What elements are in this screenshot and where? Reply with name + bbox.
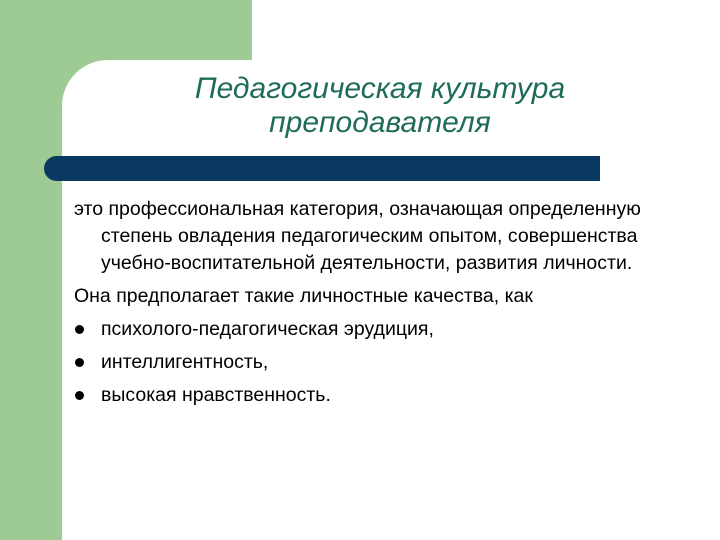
- list-item: [74, 382, 674, 409]
- definition-text: это профессиональная категория, означающая определенную степень овладения педагогическим опытом, совершенства учебно-воспитательной деятельности, развития личности.: [74, 198, 641, 274]
- list-item: [74, 316, 674, 343]
- slide-title: [110, 72, 650, 140]
- list-item-text: интеллигентность,: [101, 351, 269, 373]
- qualities-list: [74, 316, 674, 409]
- slide-body: [74, 196, 674, 415]
- title-divider-bar: [44, 156, 600, 181]
- bullet-icon: [75, 358, 84, 367]
- bullet-icon: [75, 325, 84, 334]
- title-line-1: Педагогическая культура: [194, 72, 566, 105]
- bullet-icon: [75, 391, 84, 400]
- list-item: [74, 349, 674, 376]
- list-item-text: высокая нравственность.: [101, 384, 331, 406]
- title-line-2: преподавателя: [269, 106, 491, 139]
- list-item-text: психолого-педагогическая эрудиция,: [101, 318, 434, 340]
- intro-text: Она предполагает такие личностные качества, как: [74, 285, 533, 307]
